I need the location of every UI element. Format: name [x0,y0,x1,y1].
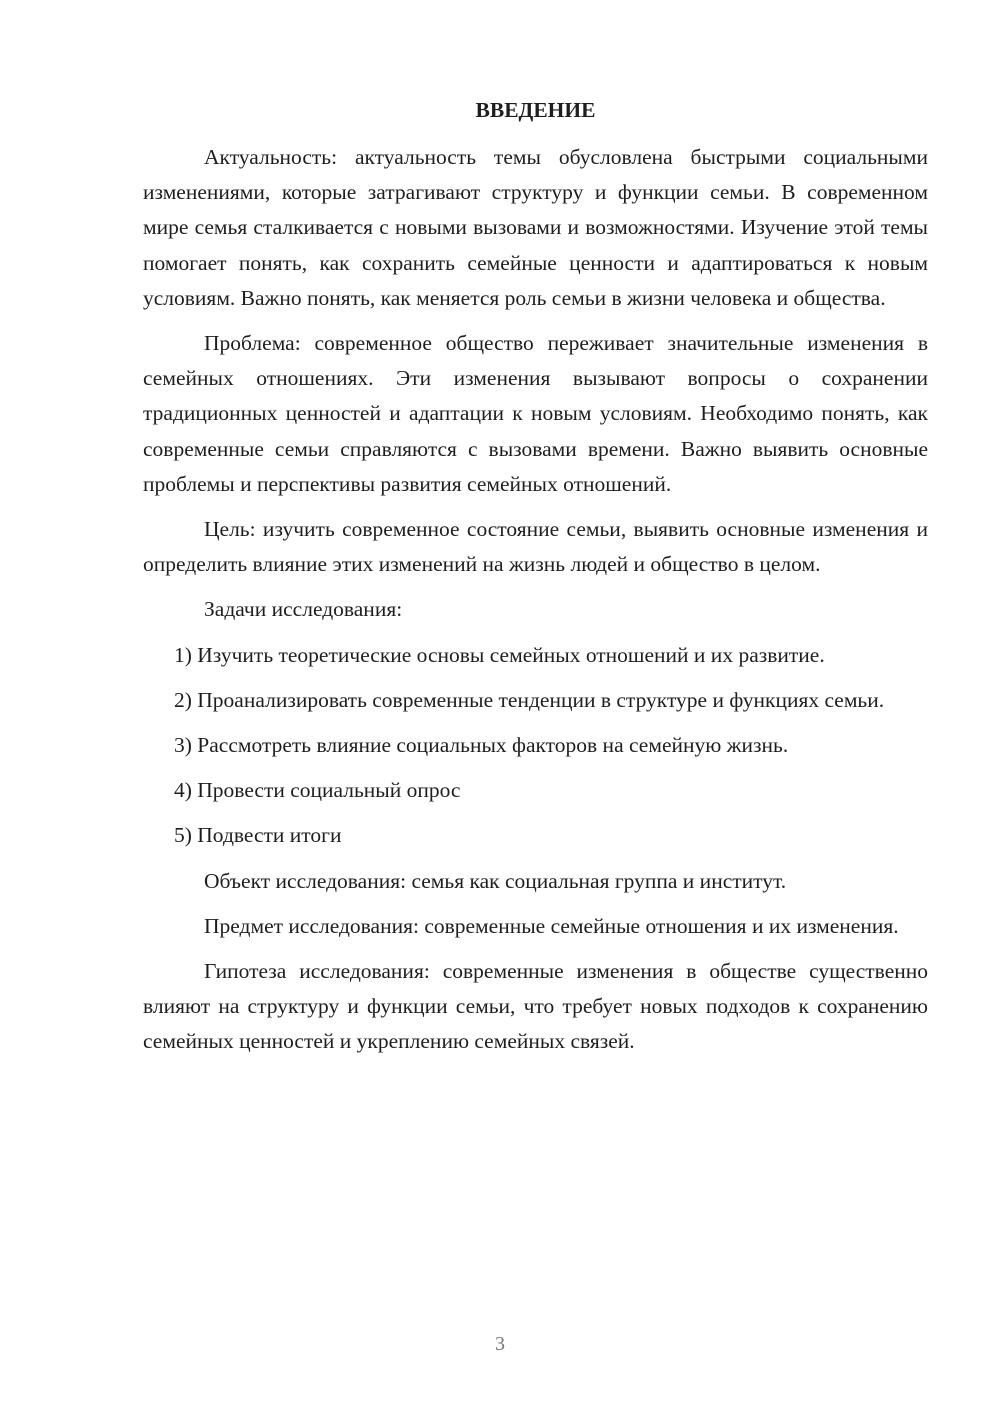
task-item: 3) Рассмотреть влияние социальных факторов на семейную жизнь. [174,733,789,758]
subject-paragraph: Предмет исследования: современные семейные отношения и их изменения. [204,913,899,938]
actuality-paragraph: Актуальность: актуальность темы обусловлена быстрыми социальными изменениями, которые затрагивают структуру и функции семьи. В современном мире семья сталкивается с новыми вызовами и возможностями. Изучение этой темы помогает понять, как сохранить семейные ценности и адаптироваться к новым условиям. Важно понять, как меняется роль семьи в жизни человека и общества. [143,145,928,310]
problem-paragraph: Проблема: современное общество переживает значительные изменения в семейных отношениях. Эти изменения вызывают вопросы о сохранении традиционных ценностей и адаптации к новым условиям. Необходимо понять, как современные семьи справляются с вызовами времени. Важно выявить основные проблемы и перспективы развития семейных отношений. [143,331,928,496]
hypothesis-paragraph: Гипотеза исследования: современные изменения в обществе существенно влияют на структуру и функции семьи, что требует новых подходов к сохранению семейных ценностей и укреплению семейных связей. [143,959,928,1054]
object-paragraph: Объект исследования: семья как социальная группа и институт. [204,868,787,893]
task-item: 2) Проанализировать современные тенденции в структуре и функциях семьи. [174,687,885,712]
goal-paragraph: Цель: изучить современное состояние семьи, выявить основные изменения и определить влияние этих изменений на жизнь людей и общество в целом. [143,517,928,577]
page-number: 3 [495,1333,505,1355]
task-item: 1) Изучить теоретические основы семейных отношений и их развитие. [174,642,825,667]
document-body [143,90,928,1060]
task-item: 5) Подвести итоги [174,823,342,848]
section-title: ВВЕДЕНИЕ [475,98,596,122]
tasks-heading: Задачи исследования: [204,597,403,622]
task-item: 4) Провести социальный опрос [174,778,461,803]
